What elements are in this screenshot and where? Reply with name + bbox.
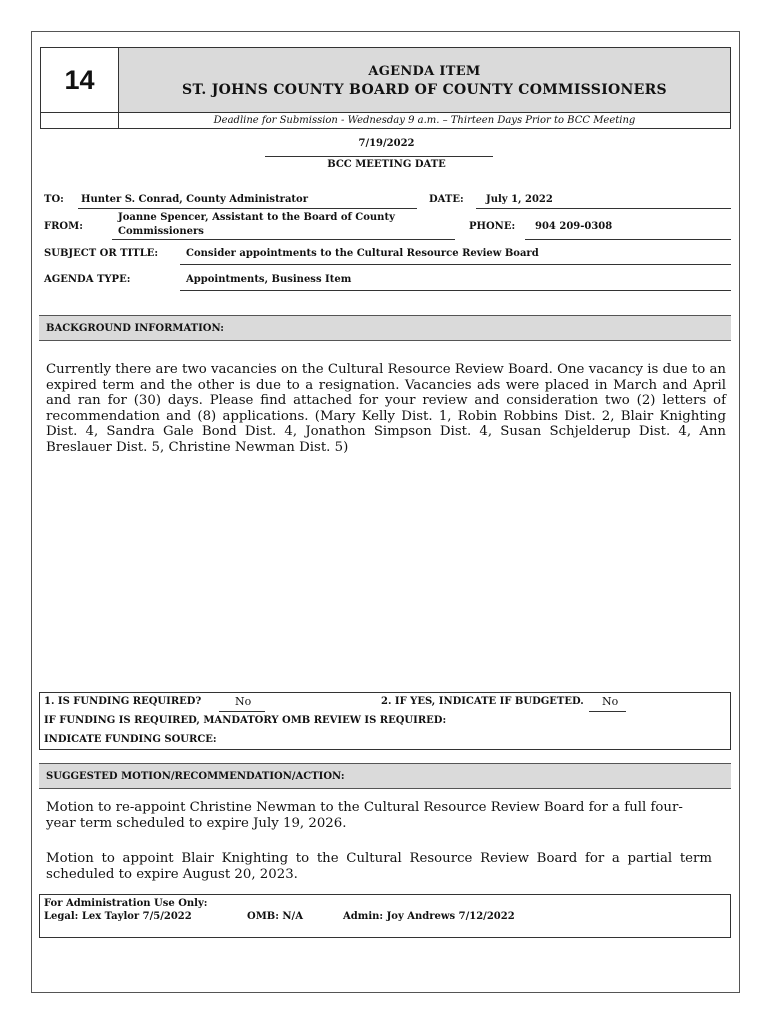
from-value-line2: Commissioners [118, 226, 204, 237]
motion-paragraph2: Motion to appoint Blair Knighting to the Cultural Resource Review Board for a partial term scheduled to expire August 20, 2023. [46, 851, 712, 882]
agenda-header [40, 47, 731, 129]
title-line1: AGENDA ITEM [368, 64, 481, 79]
phone-label: PHONE: [469, 221, 516, 232]
meeting-date: 7/19/2022 [358, 138, 415, 149]
item-number-lower-cell [41, 112, 119, 129]
agenda-type-value: Appointments, Business Item [186, 274, 352, 285]
date-value: July 1, 2022 [486, 194, 553, 205]
omb-review-label: IF FUNDING IS REQUIRED, MANDATORY OMB REVIEW IS REQUIRED: [44, 715, 447, 726]
agenda-item-number: 14 [41, 48, 119, 112]
motion-paragraph1: Motion to re-appoint Christine Newman to the Cultural Resource Review Board for a full four-year term scheduled to expire July 19, 2026. [46, 800, 683, 831]
funding-required-rule [219, 711, 265, 712]
from-label: FROM: [44, 221, 83, 232]
meeting-date-rule [265, 156, 493, 157]
submission-deadline: Deadline for Submission - Wednesday 9 a.m. – Thirteen Days Prior to BCC Meeting [119, 112, 730, 129]
date-label: DATE: [429, 194, 464, 205]
background-heading: BACKGROUND INFORMATION: [39, 315, 731, 341]
to-value: Hunter S. Conrad, County Administrator [81, 194, 308, 205]
phone-rule [525, 239, 731, 240]
agenda-type-label: AGENDA TYPE: [44, 274, 131, 285]
title-line2: ST. JOHNS COUNTY BOARD OF COUNTY COMMISSIONERS [182, 82, 667, 98]
subject-rule [180, 264, 731, 265]
title-box [119, 48, 730, 112]
to-label: TO: [44, 194, 64, 205]
background-text: Currently there are two vacancies on the Cultural Resource Review Board. One vacancy is due to an expired term and the other is due to a resignation. Vacancies ads were placed in March and April and ran for (30) days. Please find attached for your review and consideration two (2) letters of recommendation and (8) applications. (Mary Kelly Dist. 1, Robin Robbins Dist. 2, Blair Knighting Dist. 4, Sandra Gale Bond Dist. 4, Jonathon Simpson Dist. 4, Susan Schjelderup Dist. 4, Ann Breslauer Dist. 5, Christine Newman Dist. 5) [46, 362, 726, 455]
budgeted-value: No [602, 695, 619, 708]
admin-omb: OMB: N/A [247, 911, 303, 922]
admin-heading: For Administration Use Only: [44, 898, 208, 909]
admin-signoff: Admin: Joy Andrews 7/12/2022 [343, 911, 515, 922]
motion-heading: SUGGESTED MOTION/RECOMMENDATION/ACTION: [39, 763, 731, 789]
admin-legal: Legal: Lex Taylor 7/5/2022 [44, 911, 192, 922]
funding-required-value: No [235, 695, 252, 708]
from-rule [112, 239, 455, 240]
subject-value: Consider appointments to the Cultural Resource Review Board [186, 248, 539, 259]
phone-value: 904 209-0308 [535, 221, 613, 232]
agenda-page [31, 31, 740, 993]
admin-box [39, 894, 731, 938]
funding-box [39, 692, 731, 750]
funding-source-label: INDICATE FUNDING SOURCE: [44, 734, 217, 745]
budgeted-rule [589, 711, 626, 712]
funding-required-label: 1. IS FUNDING REQUIRED? [44, 696, 202, 707]
date-rule [476, 208, 731, 209]
from-value-line1: Joanne Spencer, Assistant to the Board of County [118, 212, 395, 223]
subject-label: SUBJECT OR TITLE: [44, 248, 159, 259]
to-rule [78, 208, 417, 209]
budgeted-label: 2. IF YES, INDICATE IF BUDGETED. [381, 696, 584, 707]
agenda-type-rule [180, 290, 731, 291]
meeting-date-label: BCC MEETING DATE [327, 159, 446, 170]
